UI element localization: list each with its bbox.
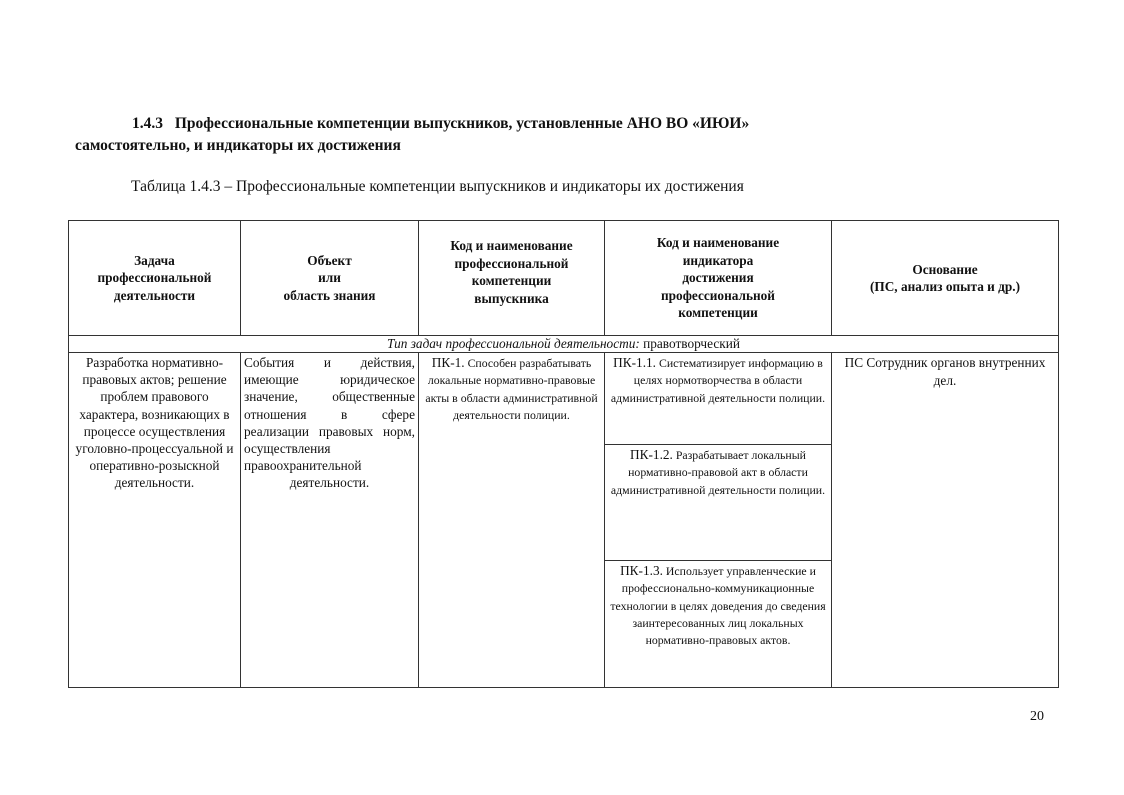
header-indicator xyxy=(605,221,832,336)
header-object xyxy=(241,221,419,336)
header-indicator-line: достижения xyxy=(682,270,754,286)
section-title-line2: самостоятельно, и индикаторы их достижения xyxy=(75,137,401,154)
competence-cell xyxy=(419,353,605,688)
page-number: 20 xyxy=(1030,709,1044,724)
header-basis xyxy=(832,221,1059,336)
header-indicator-line: индикатора xyxy=(682,252,754,268)
header-competence-text xyxy=(422,237,601,307)
task-type-row xyxy=(69,336,1059,353)
header-object-line: область знания xyxy=(283,287,376,303)
header-task-line: деятельности xyxy=(113,287,196,303)
table-row xyxy=(69,353,1059,445)
header-competence-line: компетенции xyxy=(471,273,552,288)
indicator-code: ПК-1.3. xyxy=(620,563,663,578)
indicator-text: Использует управленческие и профессионально-коммуникационные технологии в целях доведения до сведения заинтересованных лиц локальных нормативно-правовых актов. xyxy=(610,564,826,648)
header-indicator-line: компетенции xyxy=(678,305,758,321)
competence-text: Способен разрабатывать локальные нормативно-правовые акты в области административной деятельности полиции. xyxy=(425,356,598,422)
table-caption: Таблица 1.4.3 – Профессиональные компетенции выпускников и индикаторы их достижения xyxy=(131,178,744,195)
table-header-row xyxy=(69,221,1059,336)
section-number: 1.4.3 xyxy=(132,115,163,132)
basis-text: ПС Сотрудник органов внутренних дел. xyxy=(844,355,1046,389)
header-competence xyxy=(419,221,605,336)
header-indicator-line: профессиональной xyxy=(661,287,775,303)
header-task xyxy=(69,221,241,336)
task-type-label: Тип задач профессиональной деятельности: xyxy=(387,336,640,351)
header-object-line: или xyxy=(318,270,341,286)
section-title-line1: Профессиональные компетенции выпускников, установленные АНО ВО «ИЮИ» xyxy=(174,115,750,132)
object-cell: События и действия, имеющие юридическое значение, общественные отношения в сфере реализации правовых норм, осуществления правоохранительной деятельности. xyxy=(241,353,419,688)
header-competence-line: профессиональной xyxy=(454,255,569,271)
indicator-code: ПК-1.2. xyxy=(630,447,673,462)
basis-cell xyxy=(832,353,1059,688)
header-basis-line: (ПС, анализ опыта и др.) xyxy=(869,279,1021,294)
header-object-line: Объект xyxy=(307,252,352,268)
task-type-cell xyxy=(69,336,1059,353)
section-heading xyxy=(75,113,905,157)
indicator-text: Систематизирует информацию в целях нормотворчества в области административной деятельности полиции. xyxy=(610,356,826,405)
task-type-value: правотворческий xyxy=(643,336,740,351)
header-basis-line: Основание xyxy=(912,261,978,277)
indicator-text: Разрабатывает локальный нормативно-правовой акт в области административной деятельности полиции. xyxy=(610,448,826,497)
task-cell: Разработка нормативно-правовых актов; решение проблем правового характера, возникающих в процессе осуществления уголовно-процессуальной и оперативно-розыскной деятельности. xyxy=(69,353,241,688)
indicator-cell xyxy=(605,445,832,561)
indicator-cell xyxy=(605,561,832,688)
indicator-code: ПК-1.1. xyxy=(613,355,657,370)
header-task-line: профессиональной xyxy=(97,270,212,286)
header-indicator-line: Код и наименование xyxy=(656,235,780,251)
header-competence-line: выпускника xyxy=(474,290,549,306)
header-competence-line: Код и наименование xyxy=(450,238,573,253)
header-task-line: Задача xyxy=(134,252,175,268)
competence-code: ПК-1. xyxy=(431,355,465,370)
indicator-cell xyxy=(605,353,832,445)
competencies-table xyxy=(68,220,1059,688)
